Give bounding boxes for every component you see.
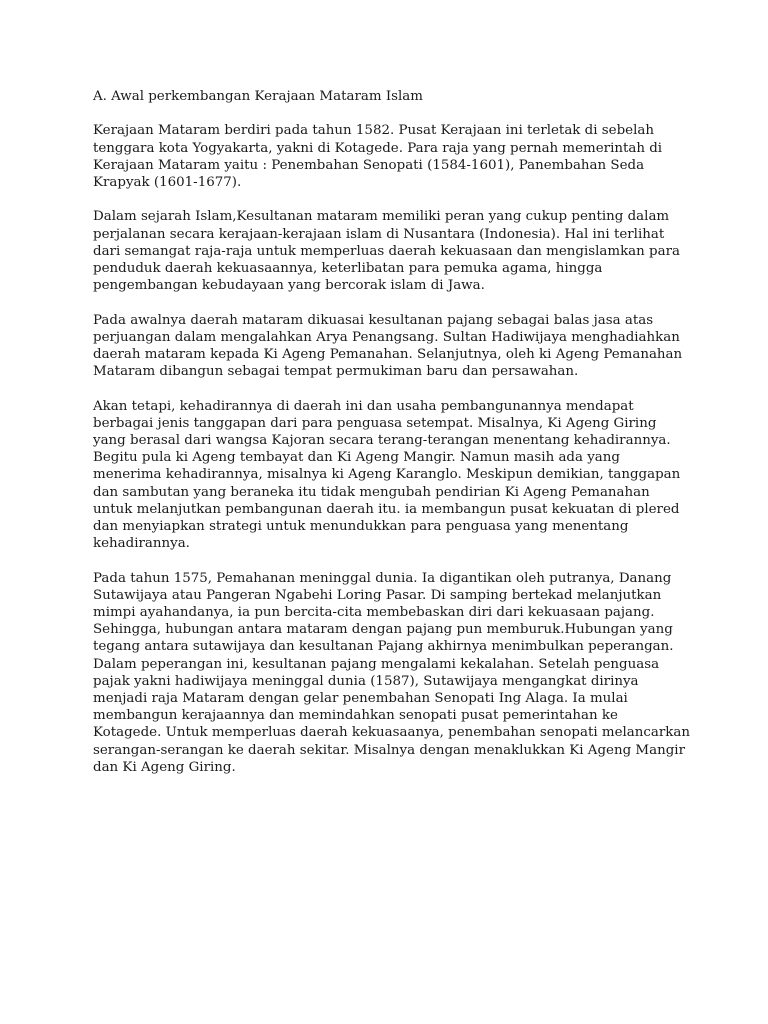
text-line: daerah mataram kepada Ki Ageng Pemanahan. Selanjutnya, oleh ki Ageng Pemanahan <box>93 347 683 362</box>
text-line: kehadirannya. <box>93 536 190 552</box>
text-line: Kerajaan Mataram berdiri pada tahun 1582. Pusat Kerajaan ini terletak di sebelah <box>93 123 654 139</box>
text-line: perjalanan secara kerajaan-kerajaan islam di Nusantara (Indonesia). Hal ini terlihat <box>93 226 665 242</box>
text-line: Begitu pula ki Ageng tembayat dan Ki Ageng Mangir. Namun masih ada yang <box>93 450 620 466</box>
text-line: yang berasal dari wangsa Kajoran secara terang-terangan menentang kehadirannya. <box>93 433 671 448</box>
text-line: Kerajaan Mataram yaitu : Penembahan Senopati (1584-1601), Panembahan Seda <box>93 157 645 173</box>
text-line: Pada tahun 1575, Pemahanan meninggal dunia. Ia digantikan oleh putranya, Danang <box>93 570 672 586</box>
text-line: Krapyak (1601-1677). <box>93 175 242 190</box>
text-line: menerima kehadirannya, misalnya ki Ageng Karanglo. Meskipun demikian, tanggapan <box>93 467 681 483</box>
text-line: Mataram dibangun sebagai tempat permukiman baru dan persawahan. <box>93 364 579 380</box>
text-line: dan Ki Ageng Giring. <box>93 759 236 775</box>
text-line: Sutawijaya atau Pangeran Ngabehi Loring Pasar. Di samping bertekad melanjutkan <box>93 587 662 603</box>
text-line: Dalam peperangan ini, kesultanan pajang mengalami kekalahan. Setelah penguasa <box>93 656 660 672</box>
text-line: membangun kerajaannya dan memindahkan senopati pusat pemerintahan ke <box>93 708 618 724</box>
text-line: menjadi raja Mataram dengan gelar penembahan Senopati Ing Alaga. Ia mulai <box>93 691 628 707</box>
text-line: tegang antara sutawijaya dan kesultanan Pajang akhirnya menimbulkan peperangan. <box>93 639 674 655</box>
text-line: dan menyiapkan strategi untuk menundukkan para penguasa yang menentang <box>93 519 629 535</box>
text-line: dari semangat raja-raja untuk memperluas daerah kekuasaan dan mengislamkan para <box>93 243 680 259</box>
paragraph-1 <box>93 122 693 191</box>
text-line: berbagai jenis tanggapan dari para penguasa setempat. Misalnya, Ki Ageng Giring <box>93 415 657 431</box>
paragraph-4 <box>93 398 693 553</box>
text-line: pengembangan kebudayaan yang bercorak islam di Jawa. <box>93 278 485 294</box>
text-line: Akan tetapi, kehadirannya di daerah ini dan usaha pembangunannya mendapat <box>93 398 634 414</box>
text-line: mimpi ayahandanya, ia pun bercita-cita membebaskan diri dari kekuasaan pajang. <box>93 605 655 621</box>
text-line: Kotagede. Untuk memperluas daerah kekuasaanya, penembahan senopati melancarkan <box>93 725 690 741</box>
paragraph-5 <box>93 570 693 776</box>
text-line: penduduk daerah kekuasaannya, keterlibatan para pemuka agama, hingga <box>93 261 603 276</box>
section-heading: A. Awal perkembangan Kerajaan Mataram Islam <box>93 89 423 104</box>
text-line: tenggara kota Yogyakarta, yakni di Kotagede. Para raja yang pernah memerintah di <box>93 140 663 156</box>
document-body <box>93 88 693 793</box>
text-line: untuk melanjutkan pembangunan daerah itu. ia membangun pusat kekuatan di plered <box>93 501 680 517</box>
text-line: dan sambutan yang beraneka itu tidak mengubah pendirian Ki Ageng Pemanahan <box>93 484 650 500</box>
text-line: Dalam sejarah Islam,Kesultanan mataram memiliki peran yang cukup penting dalam <box>93 209 670 225</box>
text-line: Sehingga, hubungan antara mataram dengan pajang pun memburuk.Hubungan yang <box>93 622 673 638</box>
paragraph-2 <box>93 208 693 294</box>
paragraph-3 <box>93 312 693 381</box>
text-line: perjuangan dalam mengalahkan Arya Penangsang. Sultan Hadiwijaya menghadiahkan <box>93 329 680 345</box>
paragraph-list <box>93 122 693 776</box>
text-line: serangan-serangan ke daerah sekitar. Misalnya dengan menaklukkan Ki Ageng Mangir <box>93 742 685 758</box>
text-line: Pada awalnya daerah mataram dikuasai kesultanan pajang sebagai balas jasa atas <box>93 312 654 328</box>
text-line: pajak yakni hadiwijaya meninggal dunia (1587), Sutawijaya mengangkat dirinya <box>93 673 639 689</box>
